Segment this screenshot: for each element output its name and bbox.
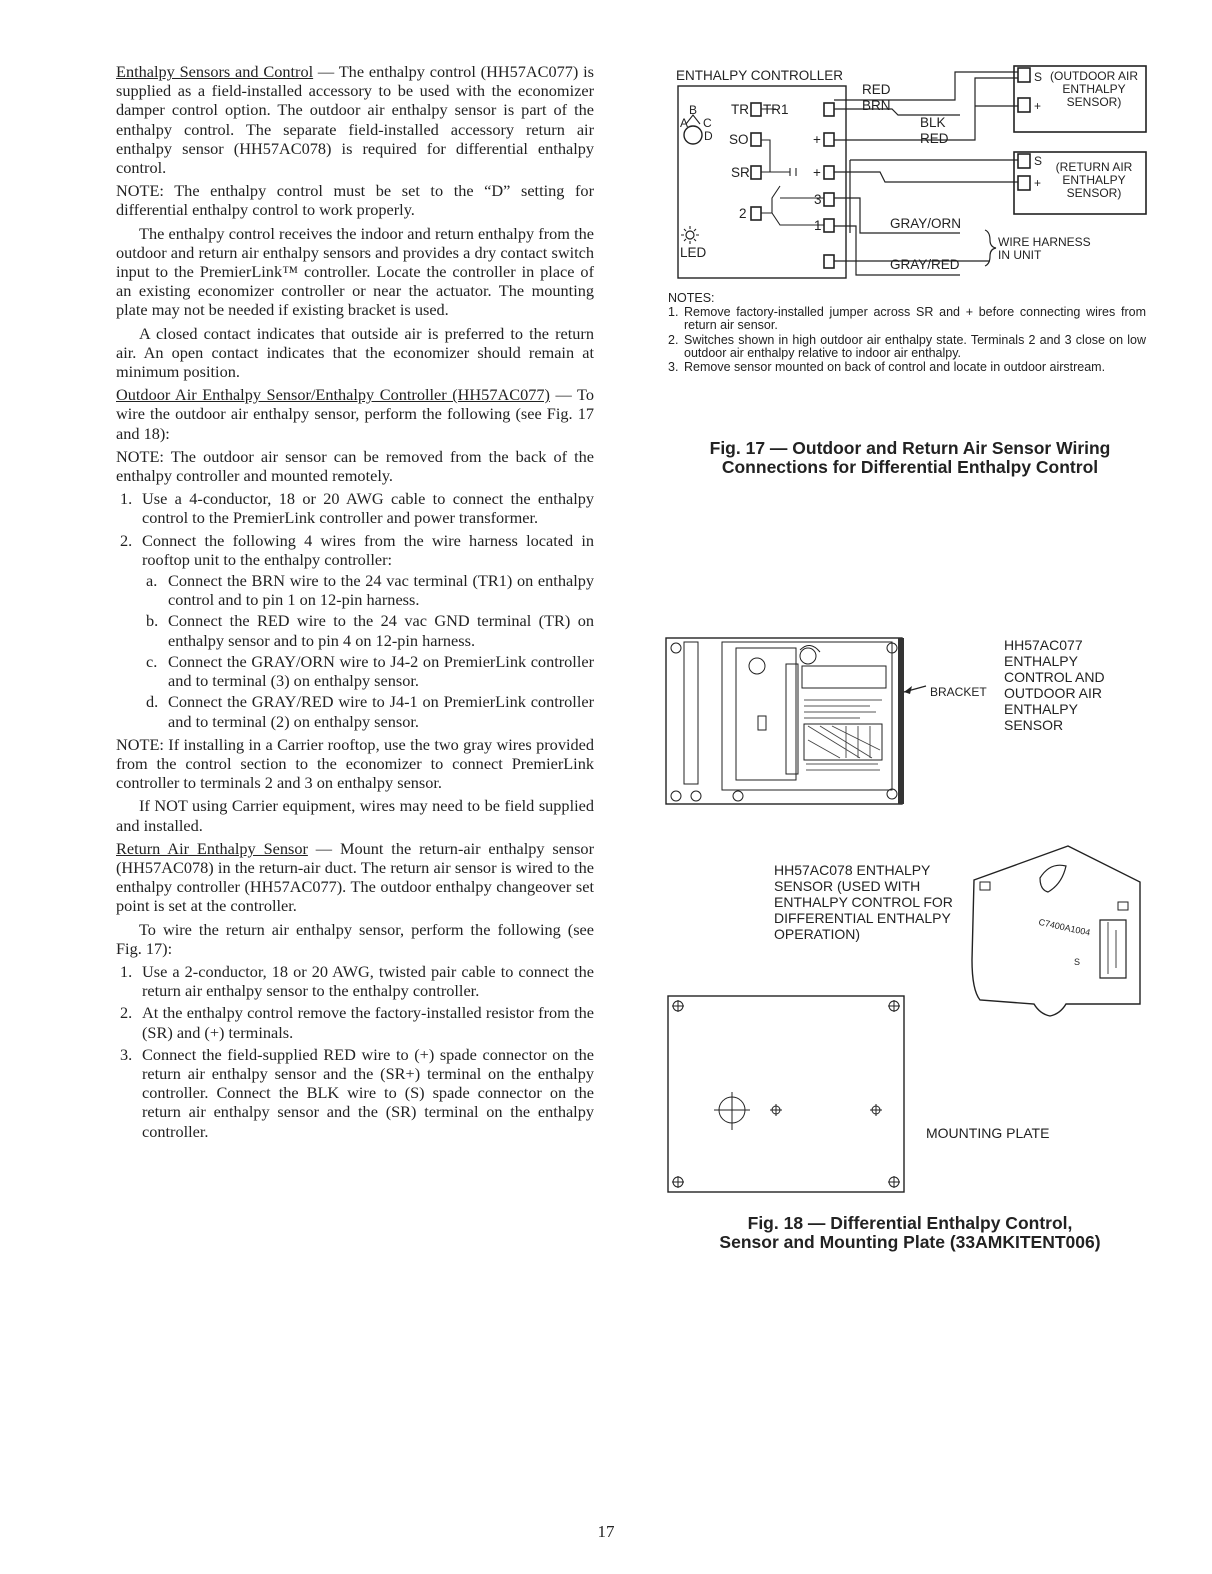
- list-item: 1. Use a 4-conductor, 18 or 20 AWG cable to connect the enthalpy control to the PremierLink controller and power transformer.: [120, 489, 594, 528]
- paragraph-return-air-sensor: Return Air Enthalpy Sensor — Mount the return-air enthalpy sensor (HH57AC078) in the return-air duct. The return air sensor is wired to the enthalpy controller (HH57AC077). The outdoor enthalpy changeover set point is set at the controller.: [116, 838, 594, 916]
- list-item: 2. Switches shown in high outdoor air enthalpy state. Terminals 2 and 3 close on low outdoor air enthalpy relative to indoor air enthalpy.: [668, 332, 1146, 360]
- list-item: 1. Use a 2-conductor, 18 or 20 AWG, twisted pair cable to connect the return air enthalpy sensor to the enthalpy controller.: [120, 961, 594, 1001]
- list-item: 3. Remove sensor mounted on back of control and locate in outdoor airstream.: [668, 360, 1106, 375]
- wire-label-gray-red: GRAY/RED: [890, 257, 960, 272]
- terminal-label-plus-a: +: [813, 132, 821, 147]
- fig17-caption: Fig. 17 — Outdoor and Return Air Sensor Wiring Connections for Differential Enthalpy Control: [709, 438, 1111, 477]
- note-sensor-removal: NOTE: The outdoor air sensor can be removed from the back of the enthalpy controller and mounted remotely.: [116, 446, 594, 486]
- dial-label-c: C: [703, 116, 712, 130]
- outdoor-sensor-s: S: [1034, 70, 1043, 84]
- list-item: c. Connect the GRAY/ORN wire to J4-2 on PremierLink controller and to terminal (3) on enthalpy sensor.: [146, 651, 594, 691]
- list-item: a. Connect the BRN wire to the 24 vac terminal (TR1) on enthalpy control and to pin 1 on 12-pin harness.: [146, 571, 594, 610]
- dial-label-a: A: [680, 116, 689, 130]
- note-d-setting: NOTE: The enthalpy control must be set to the “D” setting for differential enthalpy control to work properly.: [116, 181, 594, 220]
- paragraph-enthalpy-sensors: Enthalpy Sensors and Control — The enthalpy control (HH57AC077) is supplied as a field-installed accessory to be used with the economizer damper control option. The outdoor air enthalpy sensor is part of the enthalpy control. The separate field-installed accessory return air enthalpy sensor (HH57AC078) is required for differential enthalpy control.: [116, 62, 594, 178]
- heading-enthalpy-sensors: Enthalpy Sensors and Control: [116, 62, 314, 81]
- bracket-label: BRACKET: [930, 685, 987, 699]
- wire-label-red: RED: [862, 82, 891, 97]
- enthalpy-controller-title: ENTHALPY CONTROLLER: [676, 68, 844, 83]
- wire-label-brn: BRN: [862, 98, 891, 113]
- fig18-caption: Fig. 18 — Differential Enthalpy Control, Sensor and Mounting Plate (33AMKITENT006): [719, 1213, 1101, 1252]
- terminal-label-plus-b: +: [813, 165, 821, 180]
- paragraph-not-carrier: If NOT using Carrier equipment, wires may need to be field supplied and installed.: [116, 796, 594, 835]
- return-sensor-s: S: [1034, 154, 1043, 168]
- paragraph-outdoor-sensor: Outdoor Air Enthalpy Sensor/Enthalpy Controller (HH57AC077) — To wire the outdoor air enthalpy sensor, perform the following (see Fig. 17 and 18):: [116, 385, 594, 443]
- page-number: 17: [597, 1522, 615, 1541]
- list-item: 2. At the enthalpy control remove the factory-installed resistor from the (SR) and (+) terminals.: [120, 1003, 594, 1042]
- terminal-label-sr: SR: [731, 165, 750, 180]
- note-carrier-rooftop: NOTE: If installing in a Carrier rooftop, use the two gray wires provided from the control section to the economizer to connect PremierLink controller to terminals 2 and 3 on enthalpy sensor.: [116, 734, 594, 793]
- list-item: 2. Connect the following 4 wires from the wire harness located in rooftop unit to the enthalpy controller: a. Connect the BRN wire to the 24 vac terminal (TR1) on enthalpy control and to pin 1 on 12-pin harness. b. Connect the RED wire to the 24 vac GND terminal (TR) on enthalpy sensor and to pin 4 on 12-pin harness. c. Connect the GRAY/ORN wire to J4-2 on PremierLink controller and to terminal (3) on enthalpy sensor. d. Connect the GRAY/RED wire to J4-1 on PremierLink controller and to terminal (2) on enthalpy sensor.: [120, 530, 594, 731]
- paragraph-wire-return: To wire the return air enthalpy sensor, perform the following (see Fig. 17):: [116, 919, 594, 958]
- list-item: 3. Connect the field-supplied RED wire to (+) spade connector on the return air enthalpy sensor and the (SR+) terminal on the enthalpy controller. Connect the BLK wire to (S) spade connector on the return air enthalpy sensor and the (SR) terminal on the enthalpy controller.: [120, 1044, 594, 1141]
- sensor-part-number: C7400A1004: [1037, 916, 1092, 938]
- wire-harness-label: WIRE HARNESS IN UNIT: [998, 235, 1091, 262]
- outdoor-sensor-label: (OUTDOOR AIR ENTHALPY SENSOR): [1049, 69, 1138, 109]
- terminal-label-tr: TR: [731, 102, 749, 117]
- wire-label-blk: BLK: [920, 115, 946, 130]
- dial-label-d: D: [704, 129, 713, 143]
- return-sensor-plus: +: [1034, 176, 1042, 190]
- return-sensor-label: (RETURN AIR ENTHALPY SENSOR): [1055, 160, 1133, 200]
- list-item: 1. Remove factory-installed jumper across SR and + before connecting wires from return air sensor.: [668, 305, 1146, 333]
- outdoor-sensor-plus: +: [1034, 99, 1042, 113]
- list-item: b. Connect the RED wire to the 24 vac GND terminal (TR) on enthalpy sensor and to pin 4 on 12-pin harness.: [146, 611, 594, 650]
- list-item: d. Connect the GRAY/RED wire to J4-1 on PremierLink controller and to terminal (2) on enthalpy sensor.: [146, 692, 594, 731]
- notes-heading: NOTES:: [668, 291, 715, 305]
- dial-label-b: B: [689, 103, 698, 117]
- wire-label-gray-orn: GRAY/ORN: [890, 216, 962, 231]
- terminal-label-1: 1: [814, 218, 822, 233]
- return-sensor-part-label: HH57AC078 ENTHALPY SENSOR (USED WITH ENTHALPY CONTROL FOR DIFFERENTIAL ENTHALPY OPERATION): [774, 862, 953, 942]
- led-label: LED: [680, 245, 707, 260]
- terminal-label-tr1: TR1: [763, 102, 789, 117]
- wire-label-red-2: RED: [920, 131, 949, 146]
- paragraph-control-receives: The enthalpy control receives the indoor and return enthalpy from the outdoor and return air enthalpy sensors and provides a dry contact switch input to the PremierLink™ controller. Locate the controller in place of an existing economizer controller or near the actuator. The mounting plate may not be needed if existing bracket is used.: [116, 223, 594, 320]
- controller-part-label: HH57AC077 ENTHALPY CONTROL AND OUTDOOR AIR ENTHALPY SENSOR: [1004, 637, 1105, 733]
- mounting-plate-label: MOUNTING PLATE: [926, 1125, 1050, 1141]
- paragraph-closed-contact: A closed contact indicates that outside air is preferred to the return air. An open contact indicates that the economizer should remain at minimum position.: [116, 323, 594, 382]
- terminal-label-2: 2: [739, 206, 747, 221]
- heading-outdoor-sensor: Outdoor Air Enthalpy Sensor/Enthalpy Controller (HH57AC077): [116, 385, 550, 405]
- terminal-label-so: SO: [729, 132, 749, 147]
- sensor-s-label: S: [1074, 957, 1081, 967]
- heading-return-air-sensor: Return Air Enthalpy Sensor: [116, 838, 308, 858]
- terminal-label-3: 3: [814, 192, 822, 207]
